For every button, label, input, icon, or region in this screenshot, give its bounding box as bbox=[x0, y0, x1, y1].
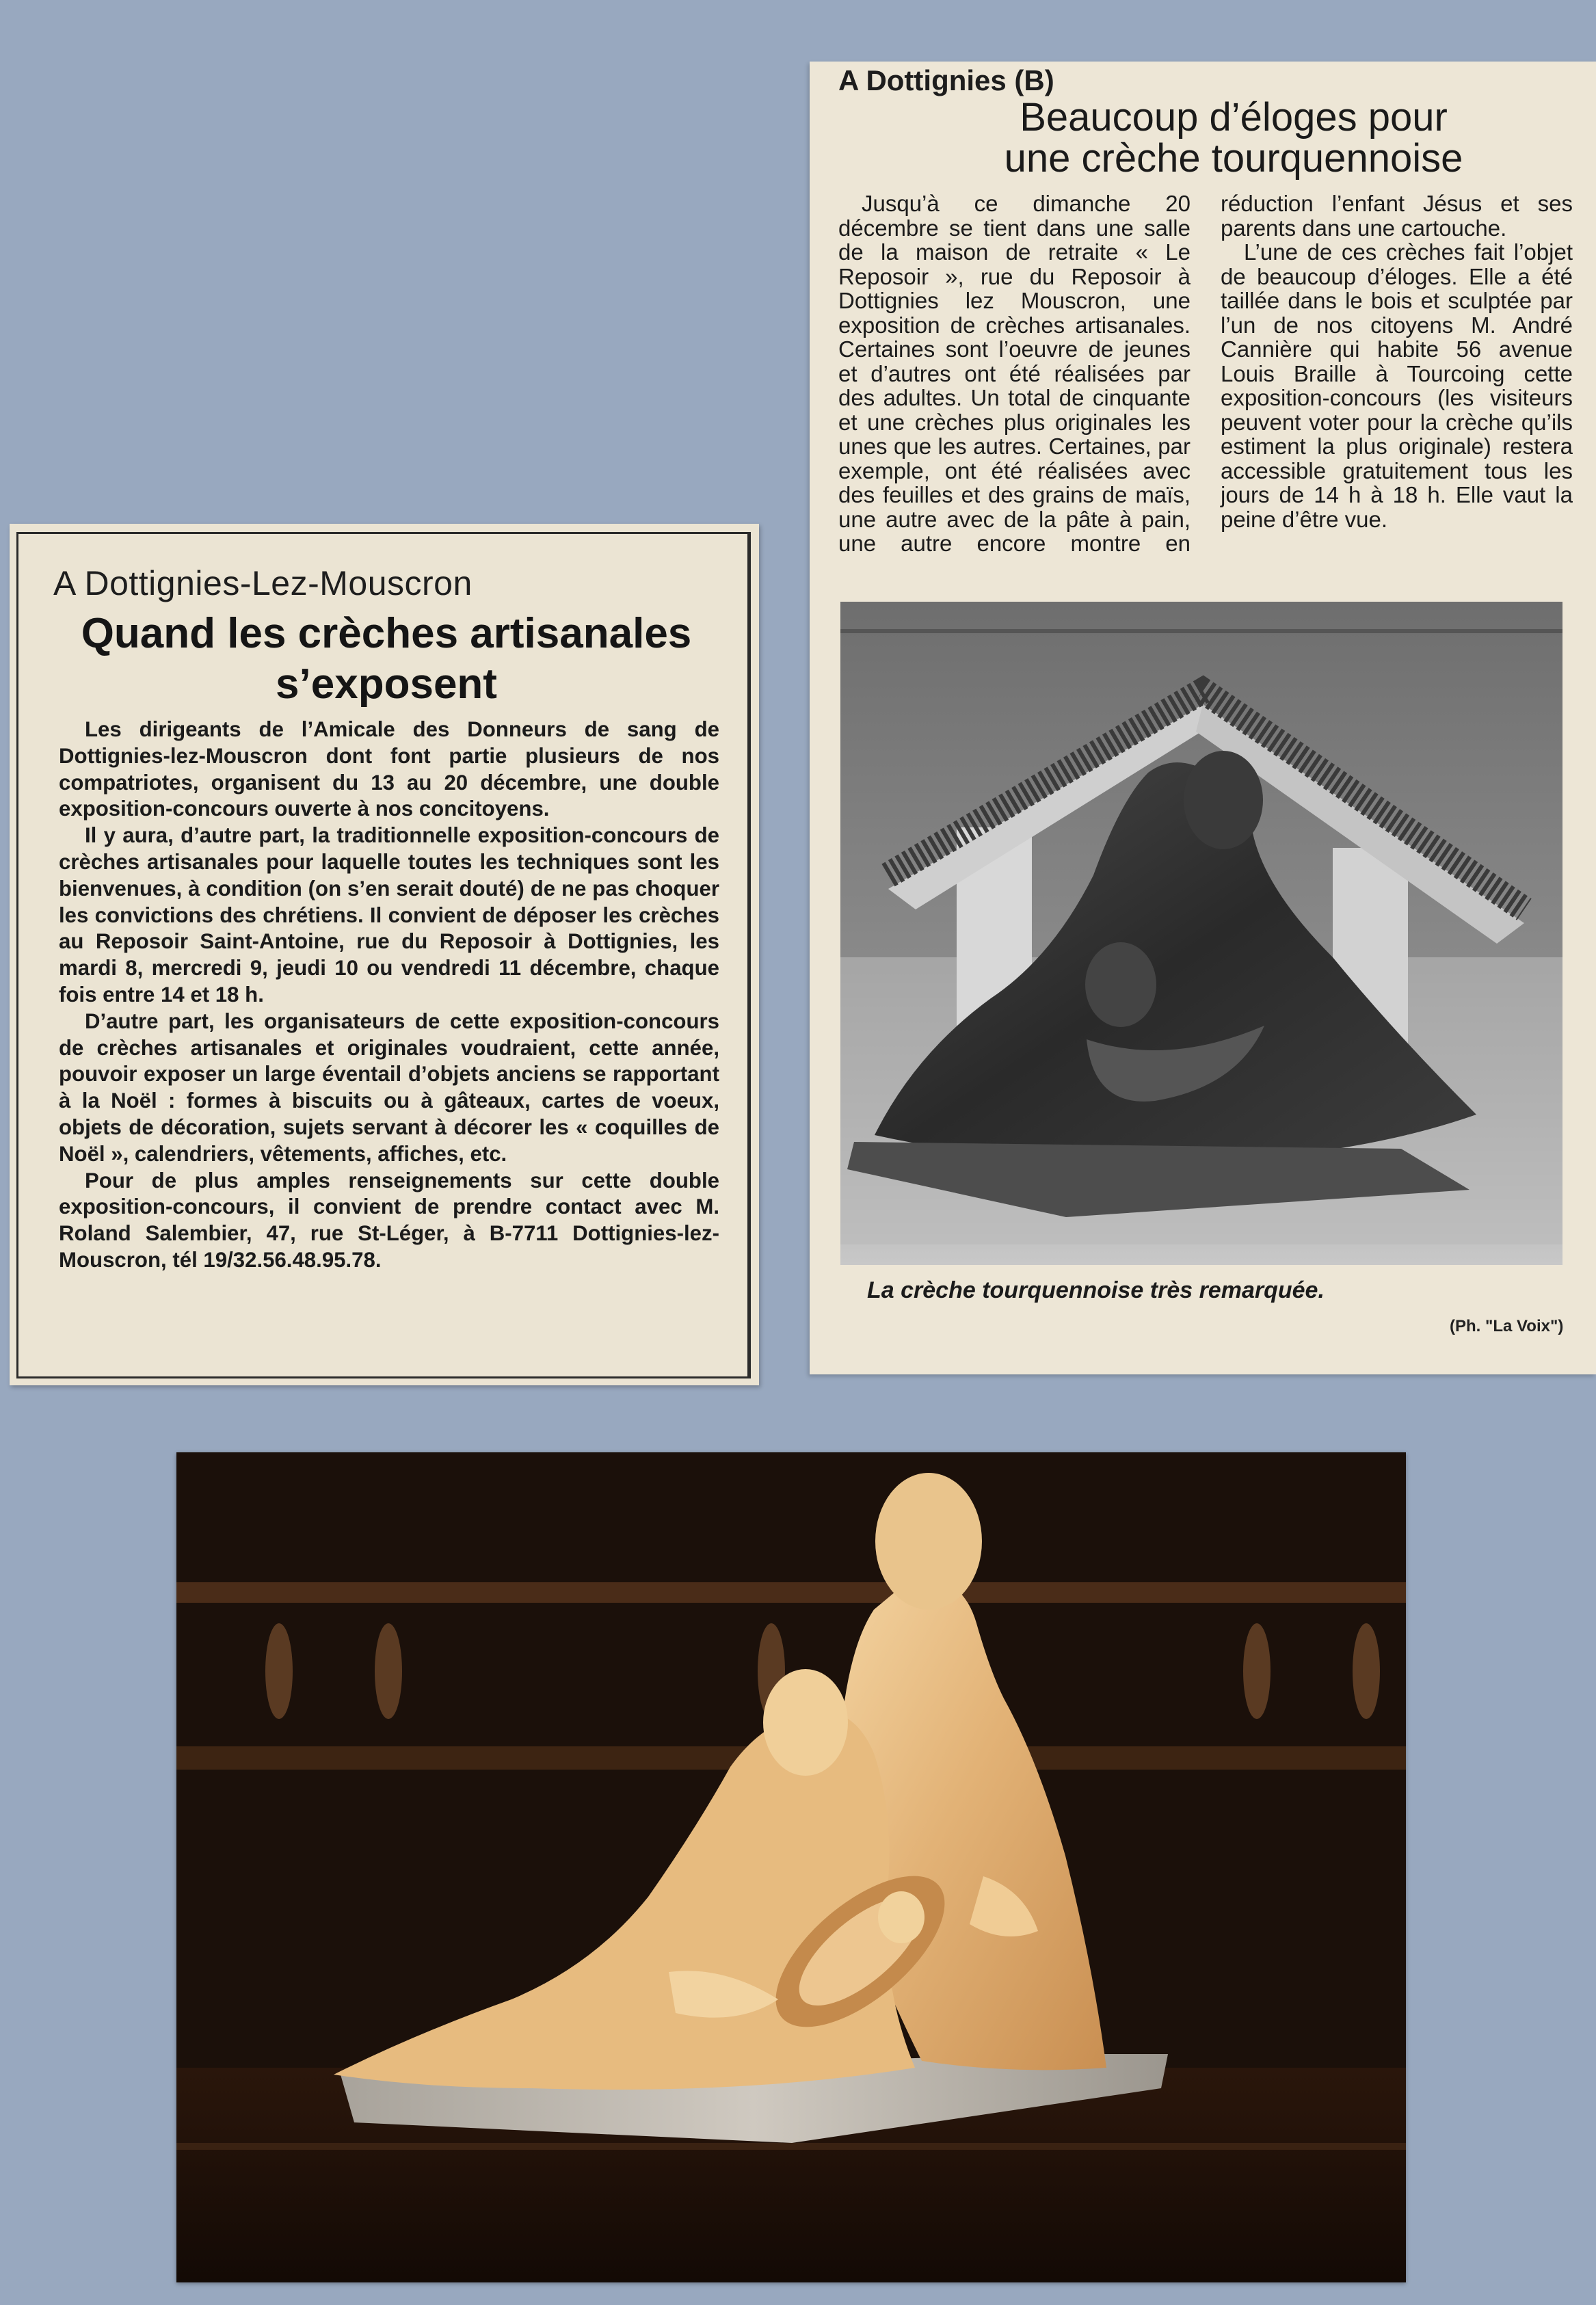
clipping-right bbox=[810, 62, 1596, 1374]
right-paragraph-2: L’une de ces crèches fait l’objet de beaucoup d’éloges. Elle a été taillée dans le bois et sculptée par l’un de nos citoyens M. André Cannière qui habite 56 avenue Louis Braille à Tourcoing cette exposition-concours (les visiteurs peuvent voter pour la crèche qu’ils estiment la plus originale) restera accessible gratuitement tous les jours de 14 h à 18 h. Elle vaut la peine d’être vue. bbox=[1221, 239, 1573, 532]
newspaper-photo-nativity bbox=[840, 602, 1562, 1265]
left-article-body bbox=[59, 717, 719, 1274]
left-paragraph-4: Pour de plus amples renseignements sur cette double exposition-concours, il convient de prendre contact avec M. Roland Salembier, 47, rue St-Léger, à B-7711 Dottignies-lez-Mouscron, tél 19/32.56.48.95.78. bbox=[59, 1168, 719, 1272]
left-headline: Quand les crèches artisanales s’exposent bbox=[81, 610, 692, 708]
right-paragraph-1: Jusqu’à ce dimanche 20 décembre se tient dans une salle de la maison de retraite « Le Reposoir », rue du Reposoir à Dottignies lez Mouscron, une exposition de crèches artisanales. Certaines sont l’oeuvre de jeunes et d’autres ont été réalisées par des adultes. Un total de cinquante et une crèches plus originales les unes que les autres. Certaines, par exemple, ont été réalisées avec des feuilles et des grains de maïs, une autre avec de la pâte à pain, une autre encore montre en réduction l’enfant Jésus et ses parents dans une cartouche. bbox=[838, 191, 1573, 556]
right-headline-line-1: Beaucoup d’éloges pour bbox=[1020, 95, 1448, 139]
photo-caption: La crèche tourquennoise très remarquée. bbox=[867, 1277, 1325, 1303]
right-kicker: A Dottignies (B) bbox=[838, 64, 1054, 96]
left-kicker: A Dottignies-Lez-Mouscron bbox=[53, 564, 473, 602]
left-paragraph-3: D’autre part, les organisateurs de cette exposition-concours de crèches artisanales et originales voudraient, cette année, pouvoir exposer un large éventail d’objets anciens se rapportant à la Noël : formes à biscuits ou à gâteaux, cartes de voeux, objets de décoration, sujets servant à décorer les « coquilles de Noël », calendriers, vêtements, affiches, etc. bbox=[59, 1009, 719, 1166]
right-headline-line-2: une crèche tourquennoise bbox=[1004, 136, 1463, 181]
color-photo-wooden-nativity bbox=[176, 1452, 1406, 2282]
left-paragraph-2: Il y aura, d’autre part, la traditionnelle exposition-concours de crèches artisanales pour laquelle toutes les techniques sont les bienvenues, à condition (on s’en serait douté) de ne pas choquer les convictions des chrétiens. Il convient de déposer les crèches au Reposoir Saint-Antoine, rue du Reposoir à Dottignies, les mardi 8, mercredi 9, jeudi 10 ou vendredi 11 décembre, chaque fois entre 14 et 18 h. bbox=[59, 823, 719, 1007]
right-article-body bbox=[838, 191, 1573, 578]
left-paragraph-1: Les dirigeants de l’Amicale des Donneurs de sang de Dottignies-lez-Mouscron dont font partie plusieurs de nos compatriotes, organisent du 13 au 20 décembre, une double exposition-concours ouverte à nos concitoyens. bbox=[59, 717, 719, 821]
clipping-left bbox=[10, 524, 759, 1385]
photo-credit: (Ph. "La Voix") bbox=[1450, 1317, 1564, 1335]
right-headline bbox=[892, 97, 1575, 179]
